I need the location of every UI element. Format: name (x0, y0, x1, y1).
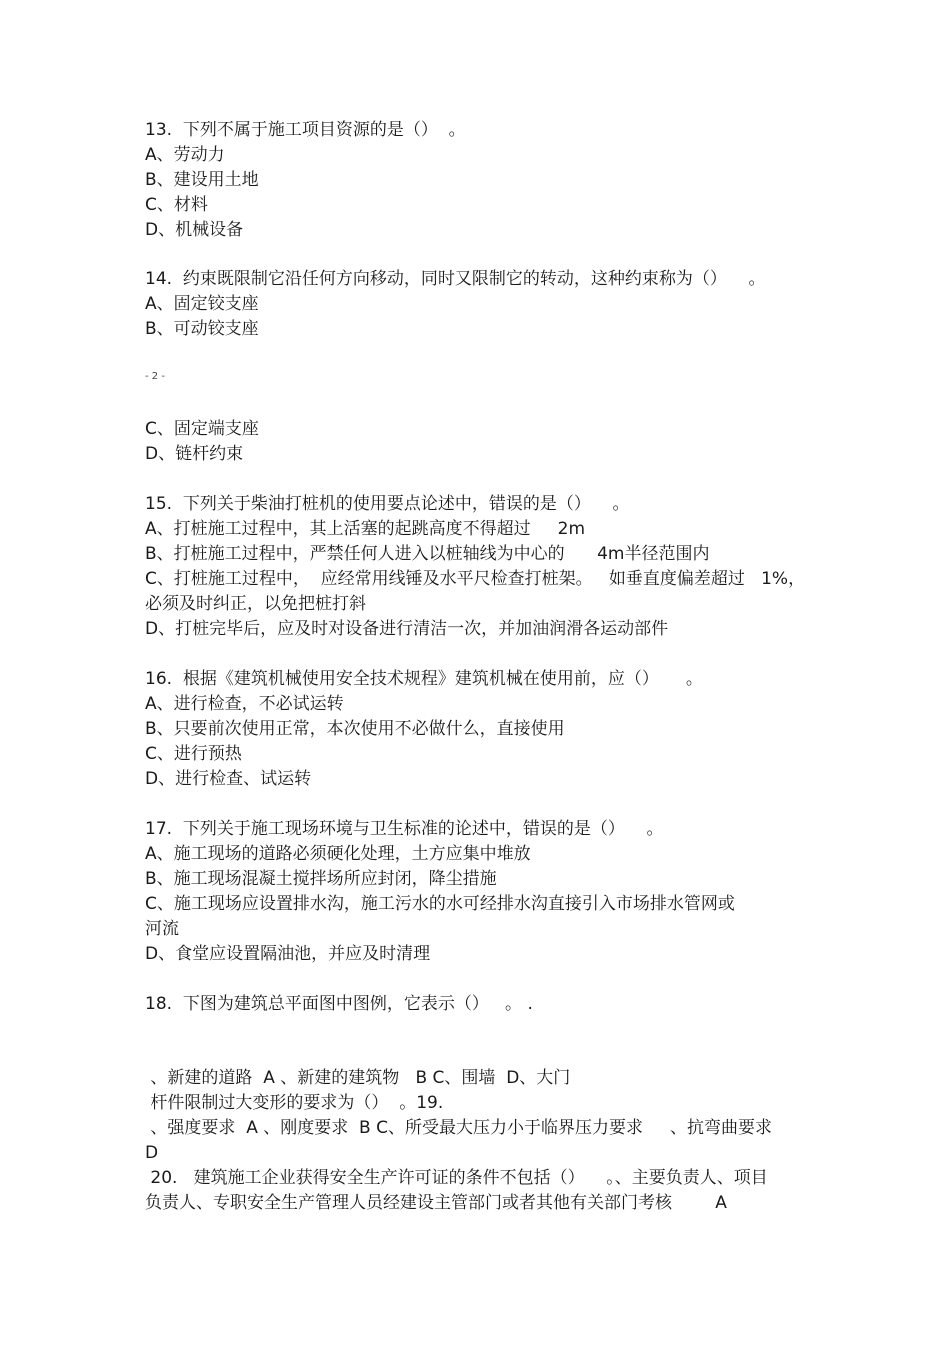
question-19: 杆件限制过大变形的要求为（） 。19. (145, 1093, 444, 1113)
option-b: B、建设用土地 (145, 170, 259, 190)
option-d: D、链杆约束 (145, 444, 244, 464)
option-c: C、打桩施工过程中， 应经常用线锤及水平尺检查打桩架。 如垂直度偏差超过 1%， (145, 569, 806, 589)
option-b: B、打桩施工过程中，严禁任何人进入以桩轴线为中心的 4m半径范围内 (145, 544, 710, 564)
option-c-continued: 河流 (145, 919, 179, 939)
question-13: 13. 下列不属于施工项目资源的是（） 。 (145, 120, 466, 140)
question-16: 16. 根据《建筑机械使用安全技术规程》建筑机械在使用前，应（） 。 (145, 669, 703, 689)
option-d: D、打桩完毕后，应及时对设备进行清洁一次，并加油润滑各运动部件 (145, 619, 669, 639)
option-a: A、打桩施工过程中，其上活塞的起跳高度不得超过 2m (145, 519, 586, 539)
option-c: C、材料 (145, 195, 208, 215)
option-c: C、固定端支座 (145, 419, 259, 439)
page-number: - 2 - (145, 371, 165, 382)
question-17: 17. 下列关于施工现场环境与卫生标准的论述中，错误的是（） 。 (145, 819, 664, 839)
option-b: B、可动铰支座 (145, 319, 259, 339)
option-a: A、劳动力 (145, 145, 225, 165)
question-14: 14. 约束既限制它沿任何方向移动，同时又限制它的转动，这种约束称为（） 。 (145, 269, 766, 289)
option-d: D、进行检查、试运转 (145, 769, 312, 789)
option-d: D、食堂应设置隔油池，并应及时清理 (145, 944, 431, 964)
question-19-options-continued: D (145, 1143, 159, 1163)
question-20: 20. 建筑施工企业获得安全生产许可证的条件不包括（） 。、主要负责人、项目 (145, 1168, 768, 1188)
option-b: B、只要前次使用正常，本次使用不必做什么，直接使用 (145, 719, 565, 739)
option-a: A、施工现场的道路必须硬化处理，土方应集中堆放 (145, 844, 531, 864)
question-18: 18. 下图为建筑总平面图中图例，它表示（） 。 . (145, 994, 533, 1014)
option-c: C、施工现场应设置排水沟，施工污水的水可经排水沟直接引入市场排水管网或 (145, 894, 735, 914)
option-a: A、固定铰支座 (145, 294, 259, 314)
option-a: A、进行检查，不必试运转 (145, 694, 344, 714)
option-c: C、进行预热 (145, 744, 242, 764)
question-20-continued: 负责人、专职安全生产管理人员经建设主管部门或者其他有关部门考核 A (145, 1193, 727, 1213)
option-b: B、施工现场混凝土搅拌场所应封闭，降尘措施 (145, 869, 497, 889)
question-19-options: 、强度要求 A 、刚度要求 B C、所受最大压力小于临界压力要求 、抗弯曲要求 (145, 1118, 773, 1138)
question-18-options: 、新建的道路 A 、新建的建筑物 B C、围墙 D、大门 (145, 1068, 571, 1088)
question-15: 15. 下列关于柴油打桩机的使用要点论述中，错误的是（） 。 (145, 494, 630, 514)
option-c-continued: 必须及时纠正，以免把桩打斜 (145, 594, 366, 614)
option-d: D、机械设备 (145, 220, 244, 240)
